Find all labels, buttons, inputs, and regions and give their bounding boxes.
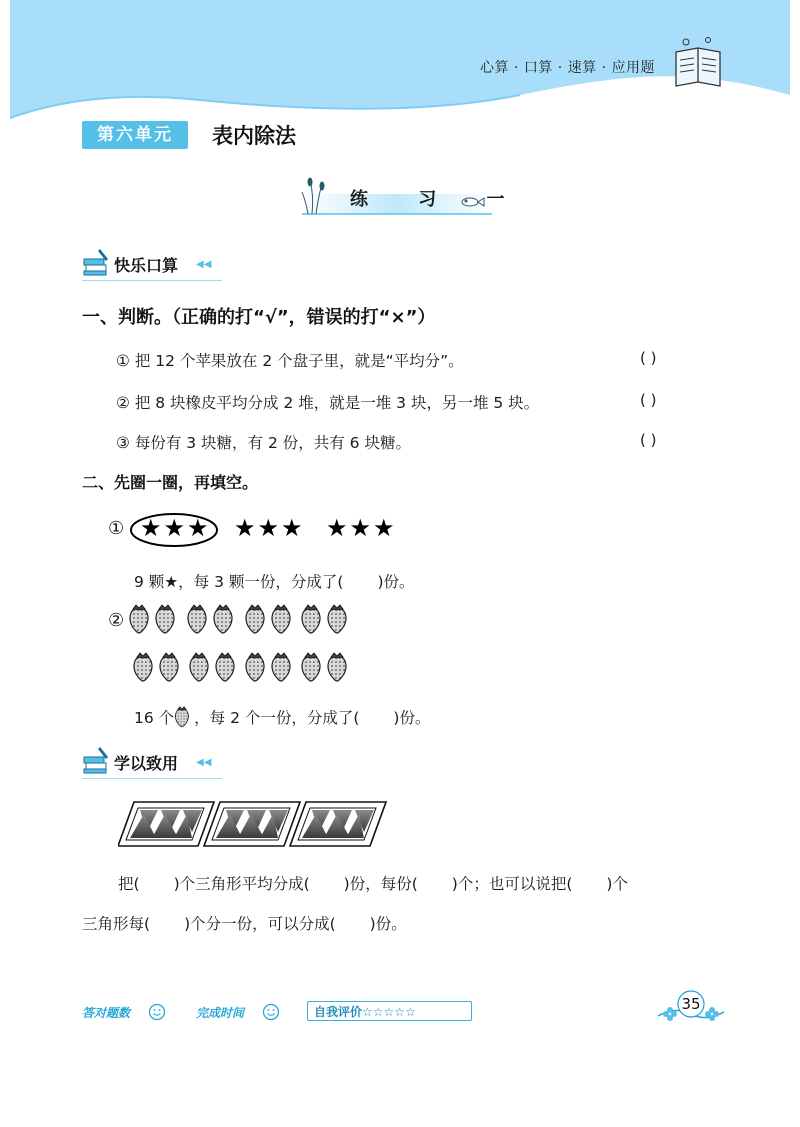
self-evaluation-box[interactable]: 自我评价☆☆☆☆☆: [307, 1001, 472, 1021]
q3-l1-part-2: )份，每份(: [343, 875, 418, 893]
q1-answer-3[interactable]: ( ): [640, 431, 657, 449]
q1-item-3: ③ 每份有 3 块糖，有 2 份，共有 6 块糖。: [116, 434, 411, 452]
q3-line1: [118, 872, 628, 894]
star-group-2[interactable]: ★★★: [234, 514, 305, 542]
smiley-icon: [148, 1003, 166, 1021]
q2-part2-prefix: 16 个: [134, 709, 175, 727]
strawberry-row-2: [134, 653, 346, 681]
triangle-group-1: [118, 802, 214, 846]
q3-l2-part-1: )个分一份，可以分成(: [184, 915, 336, 933]
books-pencil-icon-2: [82, 745, 112, 775]
star-group-1[interactable]: ★★★: [140, 514, 211, 542]
section-oral-label: 快乐口算: [114, 256, 179, 275]
q2-part2-sentence: [134, 706, 430, 728]
q1-answer-2[interactable]: ( ): [640, 391, 657, 409]
double-arrow-icon: ◀◀: [196, 259, 212, 270]
q2-part2-number: ②: [108, 610, 125, 631]
q3-l1-part-0: 把(: [118, 875, 140, 893]
strawberry-grid: [128, 604, 358, 688]
header-wave-band: [0, 0, 800, 125]
strawberry-icon: [174, 706, 194, 728]
q3-l1-part-1: )个三角形平均分成(: [173, 875, 310, 893]
triangle-figure: [118, 800, 388, 850]
triangle-group-2: [204, 802, 300, 846]
q1-item-2: ② 把 8 块橡皮平均分成 2 堆，就是一堆 3 块，另一堆 5 块。: [116, 394, 540, 412]
strawberry-row-1: [130, 605, 346, 633]
q3-l1-part-4: )个: [606, 875, 628, 893]
q1-answer-1[interactable]: ( ): [640, 349, 657, 367]
question2-heading: 二、先圈一圈，再填空。: [82, 473, 259, 492]
books-pencil-icon: [82, 247, 112, 277]
q2-part2-sentence-a: ，每 2 个一份，分成了(: [194, 709, 360, 727]
footer-correct-count-label: 答对题数: [82, 1006, 131, 1020]
q3-l1-part-3: )个；也可以说把(: [451, 875, 573, 893]
unit-title: 表内除法: [212, 123, 296, 148]
section-underline: [82, 280, 222, 281]
triangle-group-3: [290, 802, 386, 846]
q2-part1-sentence: [134, 570, 415, 592]
q2-part1-sentence-b: )份。: [377, 573, 415, 591]
unit-badge: 第六单元: [82, 121, 188, 149]
q2-part1-number: ①: [108, 518, 125, 539]
footer-time-label: 完成时间: [196, 1006, 245, 1020]
q2-part1-sentence-a: 9 颗★，每 3 颗一份，分成了(: [134, 573, 344, 591]
q3-line2: [82, 912, 407, 934]
q2-part2-sentence-b: )份。: [393, 709, 431, 727]
section-underline-2: [82, 778, 222, 779]
q1-item-1: ① 把 12 个苹果放在 2 个盘子里，就是“平均分”。: [116, 352, 464, 370]
lesson-title: 练 习 一: [350, 189, 527, 210]
smiley-icon-2: [262, 1003, 280, 1021]
q3-l2-part-0: 三角形每(: [82, 915, 151, 933]
page-number: 35: [681, 995, 701, 1013]
section-apply-label: 学以致用: [114, 754, 179, 773]
star-group-3[interactable]: ★★★: [326, 514, 397, 542]
header-subject-strip: 心算 · 口算 · 速算 · 应用题: [480, 60, 656, 76]
q3-l2-part-2: )份。: [369, 915, 407, 933]
question1-heading: 一、判断。（正确的打“√”，错误的打“×”）: [82, 307, 436, 328]
double-arrow-icon-2: ◀◀: [196, 757, 212, 768]
